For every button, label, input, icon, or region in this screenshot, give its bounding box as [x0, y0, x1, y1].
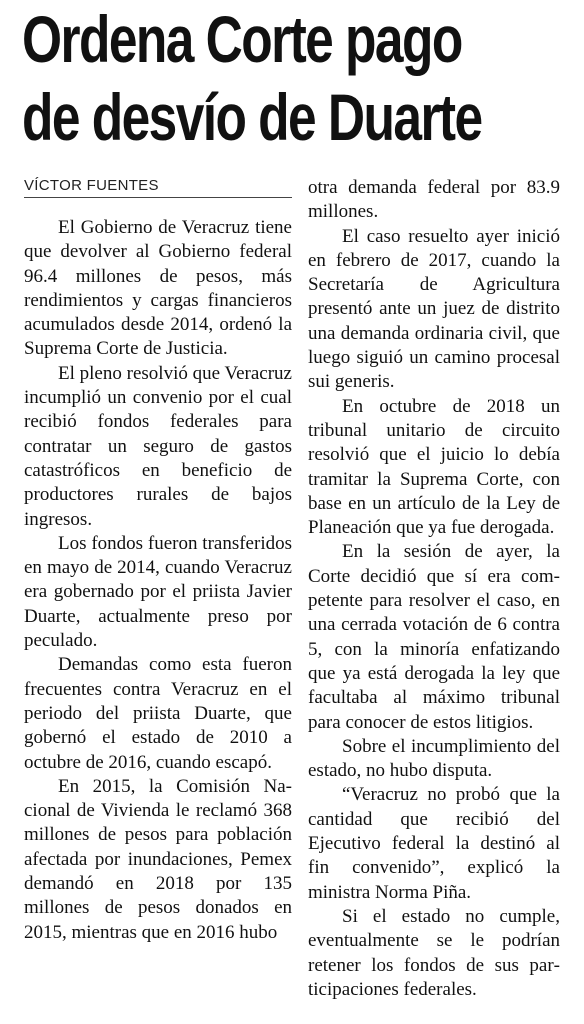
paragraph: En 2015, la Comisión Nacional de Vivienda le reclamó 368 millones de pesos para población afectada por inundaciones, Pemex demandó en 2018 por 135 millones de pesos donados en 2015, mientras que en 2016 hubo: [24, 775, 292, 943]
paragraph: El pleno resolvió que Veracruz incumplió un convenio por el cual recibió fondos federales para contratar un seguro de gastos catastróficos en beneficio de productores rurales de bajos ingresos.: [24, 362, 292, 530]
paragraph: El Gobierno de Veracruz tiene que devolver al Gobierno federal 96.4 millones de pesos, más rendimientos y cargas financieros acumulados desde 2014, ordenó la Suprema Corte de Justicia.: [24, 217, 292, 360]
paragraph: Sobre el incumplimiento del estado, no hubo disputa.: [308, 735, 560, 782]
paragraph: Los fondos fueron transferidos en mayo de 2014, cuando Veracruz era gobernado por el priista Javier Duarte, actualmente preso por peculado.: [24, 532, 292, 652]
paragraph: El caso resuelto ayer inició en febrero de 2017, cuando la Secretaría de Agricultura presentó ante un juez de distrito una demanda ordinaria civil, que luego siguió un camino procesal sui generis.: [308, 225, 560, 393]
headline: [22, 0, 482, 156]
headline-line-1: Ordena Corte pago: [22, 2, 462, 76]
paragraph: En octubre de 2018 un tribunal unitario de circuito resolvió que el juicio lo debía tramitar la Suprema Corte, con base en un artículo de la Ley de Planeación que ya fue derogada.: [308, 395, 560, 539]
headline-line-2: de desvío de Duarte: [22, 80, 482, 154]
paragraph: Demandas como esta fueron frecuentes contra Veracruz en el periodo del priista Duarte, que gobernó el estado de 2010 a octubre de 2016, cuando escapó.: [24, 654, 292, 773]
paragraph-continued: otra demanda federal por 83.9 millones.: [308, 177, 560, 223]
byline-rule: [24, 197, 292, 198]
article-column-left: [24, 216, 292, 945]
paragraph: Si el estado no cumple, eventualmente se le podrían retener los fondos de sus participaciones federales.: [308, 905, 560, 1000]
article-column-right: [308, 176, 560, 1002]
paragraph-quote: “Veracruz no probó que la cantidad que recibió del Ejecutivo federal la destinó al fin convenido”, explicó la ministra Norma Piña.: [308, 784, 560, 903]
byline: VÍCTOR FUENTES: [24, 177, 159, 194]
paragraph: En la sesión de ayer, la Corte decidió que sí era competente para resolver el caso, en una cerrada votación de 6 contra 5, con la minoría enfatizando que ya está derogada la ley que facultaba al máximo tribunal para conocer de estos litigios.: [308, 541, 560, 733]
